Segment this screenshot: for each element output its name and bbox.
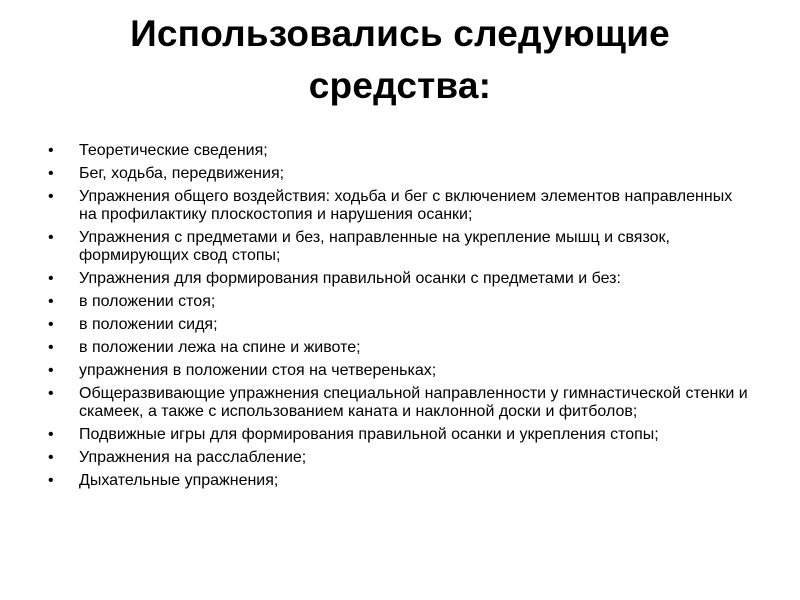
bullet-list	[48, 142, 748, 490]
bullet-icon: •	[48, 188, 54, 205]
bullet-icon: •	[48, 142, 54, 159]
bullet-icon: •	[48, 316, 54, 333]
list-item	[48, 449, 748, 467]
list-item-text: Упражнения с предметами и без, направленные на укрепление мышц и связок, формирующих свод стопы;	[79, 229, 670, 264]
list-item-text: Общеразвивающие упражнения специальной направленности у гимнастической стенки и скамеек, а также с использованием каната и наклонной доски и фитболов;	[79, 385, 748, 420]
list-item	[48, 188, 748, 224]
list-item	[48, 293, 748, 311]
bullet-icon: •	[48, 270, 54, 287]
list-item	[48, 339, 748, 357]
list-item	[48, 229, 748, 265]
list-item	[48, 472, 748, 490]
slide-title: Использовались следующие средства:	[130, 13, 670, 106]
list-item	[48, 385, 748, 421]
bullet-icon: •	[48, 339, 54, 356]
list-item-text: Дыхательные упражнения;	[79, 472, 279, 489]
list-item-text: Подвижные игры для формирования правильной осанки и укрепления стопы;	[79, 426, 659, 443]
bullet-icon: •	[48, 426, 54, 443]
bullet-icon: •	[48, 362, 54, 379]
list-item-text: Бег, ходьба, передвижения;	[79, 165, 285, 182]
bullet-icon: •	[48, 165, 54, 182]
list-item	[48, 142, 748, 160]
list-item-text: Теоретические сведения;	[79, 142, 268, 159]
bullet-icon: •	[48, 449, 54, 466]
list-item-text: Упражнения на расслабление;	[79, 449, 307, 466]
bullet-icon: •	[48, 293, 54, 310]
list-item-text: Упражнения для формирования правильной осанки с предметами и без:	[79, 270, 621, 287]
list-item-text: Упражнения общего воздействия: ходьба и бег с включением элементов направленных на профилактику плоскостопия и нарушения осанки;	[79, 188, 733, 223]
bullet-icon: •	[48, 229, 54, 246]
list-item	[48, 270, 748, 288]
bullet-icon: •	[48, 385, 54, 402]
list-item	[48, 362, 748, 380]
slide-content	[48, 142, 748, 495]
list-item-text: в положении лежа на спине и животе;	[79, 339, 361, 356]
list-item	[48, 316, 748, 334]
list-item	[48, 165, 748, 183]
bullet-icon: •	[48, 472, 54, 489]
list-item-text: в положении сидя;	[79, 316, 218, 333]
list-item-text: упражнения в положении стоя на четвереньках;	[79, 362, 437, 379]
list-item	[48, 426, 748, 444]
list-item-text: в положении стоя;	[79, 293, 216, 310]
